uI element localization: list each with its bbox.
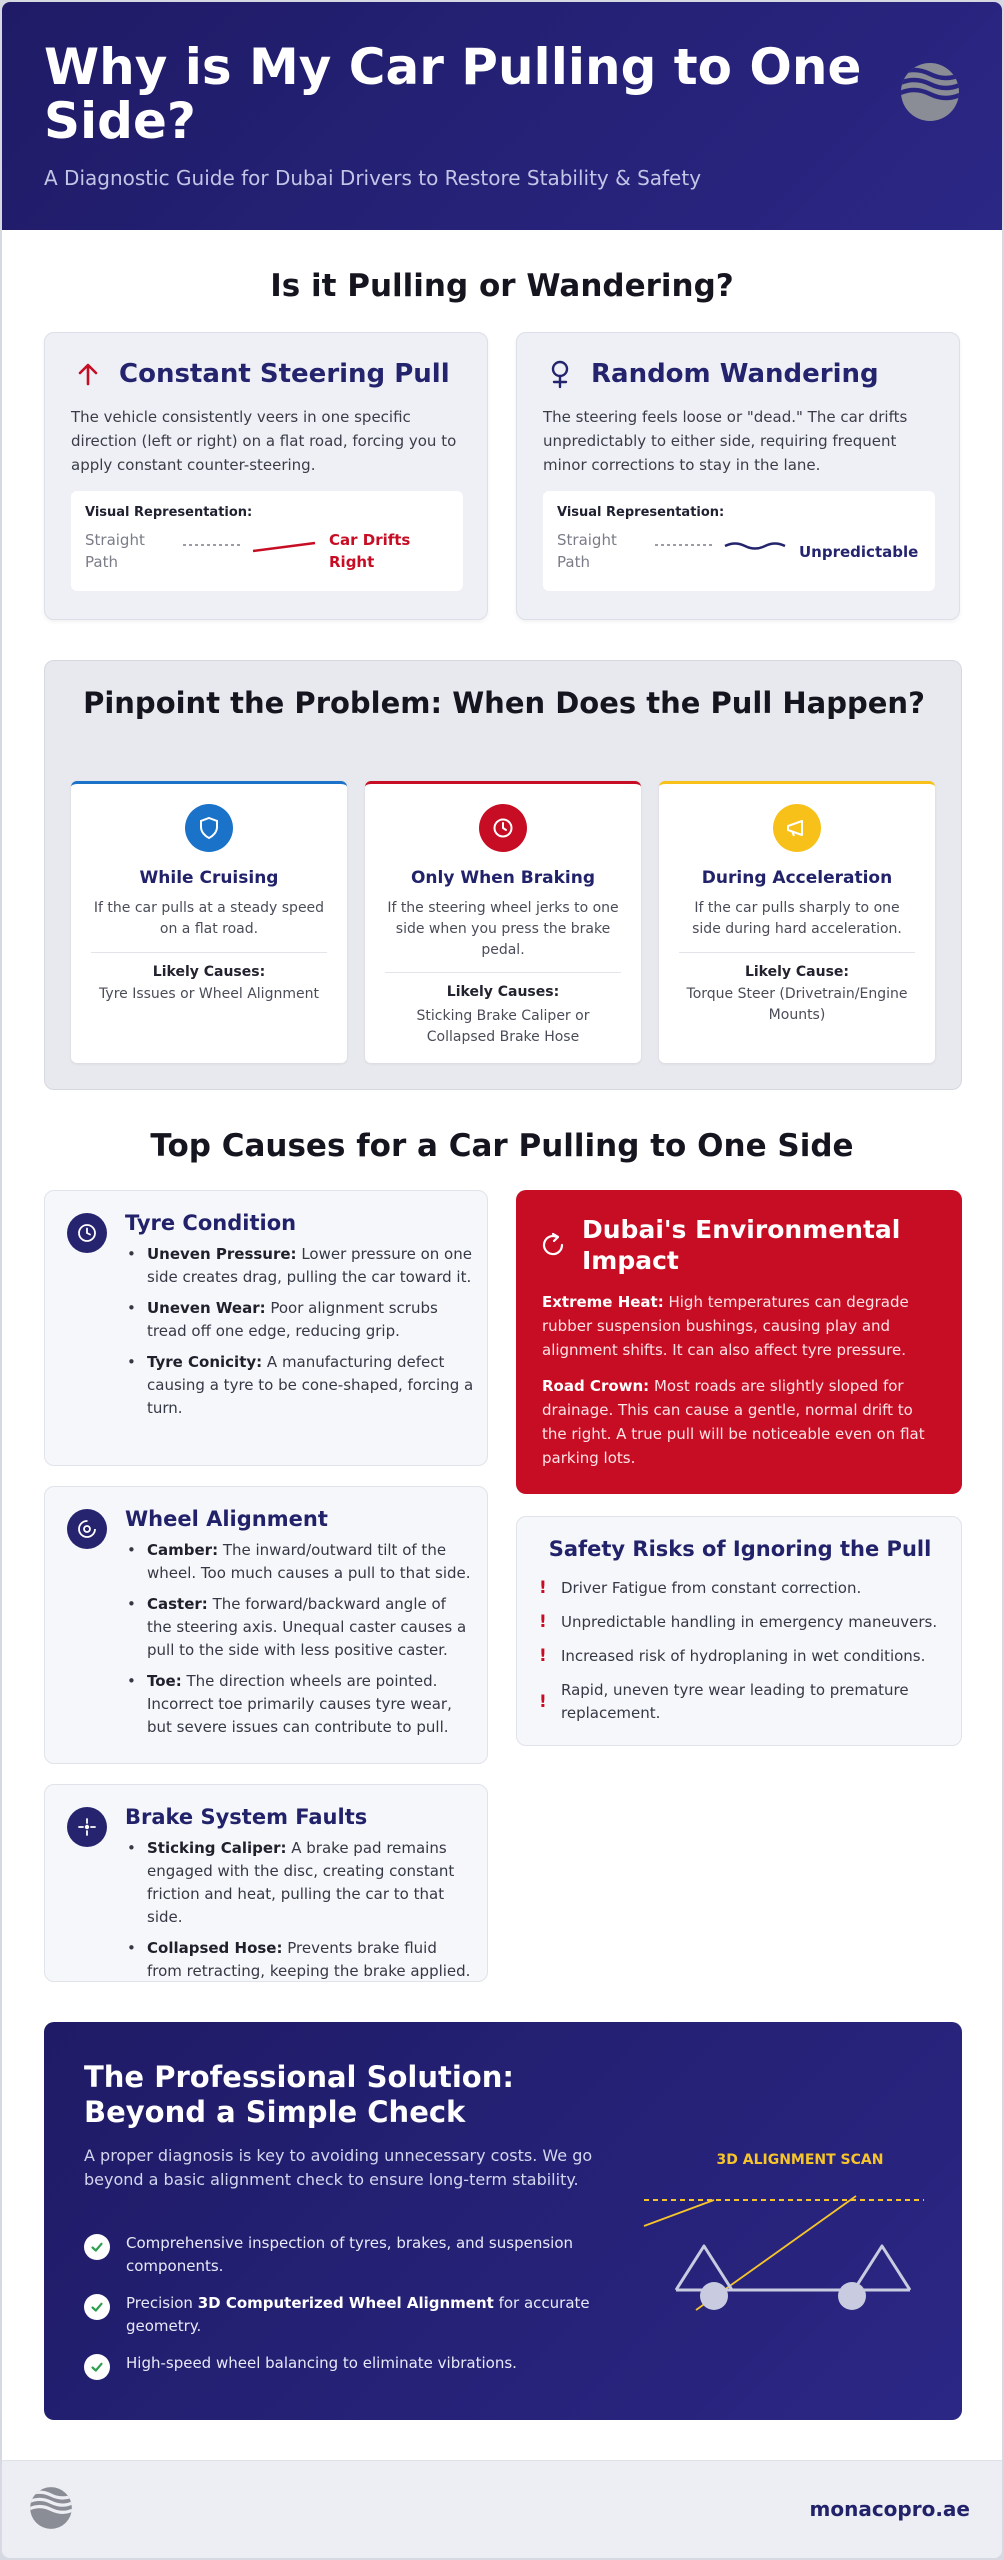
list-item: • Sticking Caliper: A brake pad remains engaged with the disc, creating constant friction and heat, pulling the car to that side. — [125, 1837, 475, 1929]
solution-description: A proper diagnosis is key to avoiding unnecessary costs. We go beyond a basic alignment check to ensure long-term stability. — [84, 2146, 593, 2189]
check-icon — [84, 2354, 110, 2380]
wander-visual — [543, 491, 935, 591]
list-item: Comprehensive inspection of tyres, brakes, and suspension components. — [84, 2232, 604, 2278]
cruising-description: If the car pulls at a steady speed on a flat road. — [93, 900, 325, 937]
refresh-icon — [538, 1230, 568, 1260]
pull-vs-wander-title: Is it Pulling or Wandering? — [270, 268, 734, 304]
list-item: • Uneven Pressure: Lower pressure on one side creates drag, pulling the car toward it. — [125, 1243, 475, 1289]
website-link[interactable]: monacopro.ae — [809, 2497, 970, 2521]
exclamation-icon: ! — [539, 1692, 547, 1712]
check-icon — [84, 2294, 110, 2320]
cruising-cause-label: Likely Causes: — [152, 964, 266, 980]
exclamation-icon: ! — [539, 1612, 547, 1632]
pull-card-description: The vehicle consistently veers in one specific direction (left or right) on a flat road, forcing you to apply constant counter-steering. — [71, 408, 457, 474]
drift-right-label: Car Drifts Right — [329, 531, 411, 571]
acceleration-description: If the car pulls sharply to one side during hard acceleration. — [692, 900, 902, 937]
wander-card-title: Random Wandering — [591, 359, 879, 389]
list-item: • Camber: The inward/outward tilt of the wheel. Too much causes a pull to that side. — [125, 1539, 475, 1585]
safety-risks-list — [539, 1577, 949, 1736]
solution-title: The Professional Solution: Beyond a Simple Check — [84, 2060, 514, 2129]
tyre-condition-card — [44, 1190, 488, 1466]
cruising-title: While Cruising — [139, 868, 279, 888]
brake-faults-title: Brake System Faults — [125, 1805, 368, 1829]
alignment-scan-graphic — [634, 2140, 934, 2380]
brake-faults-card — [44, 1784, 488, 1982]
straight-path-label: Straight Path — [557, 531, 617, 571]
pull-card-title: Constant Steering Pull — [119, 359, 450, 389]
visual-label: Visual Representation: — [85, 505, 253, 520]
exclamation-icon: ! — [539, 1578, 547, 1598]
braking-description: If the steering wheel jerks to one side when you press the brake pedal. — [387, 900, 619, 958]
list-item: ! Driver Fatigue from constant correction. — [539, 1578, 862, 1598]
brake-faults-list — [125, 1837, 475, 1991]
wander-graphic — [655, 537, 795, 557]
drift-right-graphic — [183, 537, 323, 557]
page-title: Why is My Car Pulling to One Side? — [44, 38, 862, 150]
crosshair-icon — [67, 1807, 107, 1847]
list-item: High-speed wheel balancing to eliminate vibrations. — [84, 2352, 604, 2375]
divider — [385, 972, 621, 973]
shield-icon — [185, 804, 233, 852]
wander-card — [516, 332, 960, 620]
wandering-icon — [543, 357, 577, 391]
arrow-up-icon — [71, 357, 105, 391]
exclamation-icon: ! — [539, 1646, 547, 1666]
divider — [91, 952, 327, 953]
clock-icon — [67, 1213, 107, 1253]
header — [2, 2, 1002, 230]
acceleration-title: During Acceleration — [701, 868, 893, 888]
list-item: • Caster: The forward/backward angle of the steering axis. Unequal caster causes a pull to the side with less positive caster. — [125, 1593, 475, 1662]
list-item: • Toe: The direction wheels are pointed. Incorrect toe primarily causes tyre wear, but severe issues can contribute to pull. — [125, 1670, 475, 1739]
visual-label: Visual Representation: — [557, 505, 725, 520]
acceleration-card — [659, 781, 935, 1063]
straight-path-label: Straight Path — [85, 531, 145, 571]
pull-card — [44, 332, 488, 620]
acceleration-cause: Torque Steer (Drivetrain/Engine Mounts) — [686, 986, 908, 1023]
wave-logo-icon — [28, 2485, 74, 2531]
clock-icon — [479, 804, 527, 852]
solution-section — [44, 2022, 962, 2420]
wander-card-description: The steering feels loose or "dead." The car drifts unpredictably to either side, requiring frequent minor corrections to stay in the lane. — [543, 408, 908, 474]
check-icon — [84, 2234, 110, 2260]
list-item: ! Increased risk of hydroplaning in wet conditions. — [539, 1646, 926, 1666]
causes-title: Top Causes for a Car Pulling to One Side — [150, 1128, 854, 1164]
tyre-condition-title: Tyre Condition — [125, 1211, 297, 1235]
page-subtitle: A Diagnostic Guide for Dubai Drivers to Restore Stability & Safety — [44, 166, 702, 190]
divider — [679, 952, 915, 953]
list-item: • Collapsed Hose: Prevents brake fluid from retracting, keeping the brake applied. — [125, 1937, 475, 1983]
target-icon — [67, 1509, 107, 1549]
environment-title: Dubai's Environmental Impact — [582, 1215, 901, 1275]
pull-visual — [71, 491, 463, 591]
list-item: ! Rapid, uneven tyre wear leading to premature replacement. — [539, 1681, 909, 1722]
megaphone-icon — [773, 804, 821, 852]
pinpoint-section — [44, 660, 962, 1090]
list-item: • Uneven Wear: Poor alignment scrubs tread off one edge, reducing grip. — [125, 1297, 475, 1343]
extreme-heat-text: Extreme Heat: High temperatures can degrade rubber suspension bushings, causing play and alignment shifts. It can also affect tyre pressure. — [542, 1293, 909, 1359]
braking-cause-label: Likely Causes: — [446, 984, 560, 1000]
tyre-condition-list — [125, 1243, 475, 1428]
page — [2, 2, 1002, 2558]
list-item: • Tyre Conicity: A manufacturing defect causing a tyre to be cone-shaped, forcing a turn. — [125, 1351, 475, 1420]
list-item: Precision 3D Computerized Wheel Alignment for accurate geometry. — [84, 2292, 604, 2338]
braking-card — [365, 781, 641, 1063]
wheel-alignment-card — [44, 1486, 488, 1764]
pinpoint-title: Pinpoint the Problem: When Does the Pull Happen? — [83, 686, 925, 720]
scan-label: 3D ALIGNMENT SCAN — [716, 2152, 884, 2168]
cruising-cause: Tyre Issues or Wheel Alignment — [99, 986, 319, 1002]
footer — [2, 2460, 1002, 2558]
safety-risks-title: Safety Risks of Ignoring the Pull — [548, 1537, 932, 1561]
safety-risks-card — [516, 1516, 962, 1746]
road-crown-text: Road Crown: Most roads are slightly sloped for drainage. This can cause a gentle, normal drift to the right. A true pull will be noticeable even on flat parking lots. — [542, 1377, 925, 1467]
acceleration-cause-label: Likely Cause: — [744, 964, 850, 980]
braking-cause: Sticking Brake Caliper or Collapsed Brake Hose — [416, 1008, 590, 1045]
wheel-alignment-title: Wheel Alignment — [125, 1507, 328, 1531]
unpredictable-label: Unpredictable — [799, 543, 919, 561]
braking-title: Only When Braking — [410, 868, 595, 888]
wave-logo-icon — [898, 60, 962, 124]
solution-list — [84, 2232, 604, 2389]
wheel-alignment-list — [125, 1539, 475, 1747]
environment-card — [516, 1190, 962, 1494]
cruising-card — [71, 781, 347, 1063]
list-item: ! Unpredictable handling in emergency maneuvers. — [539, 1612, 938, 1632]
